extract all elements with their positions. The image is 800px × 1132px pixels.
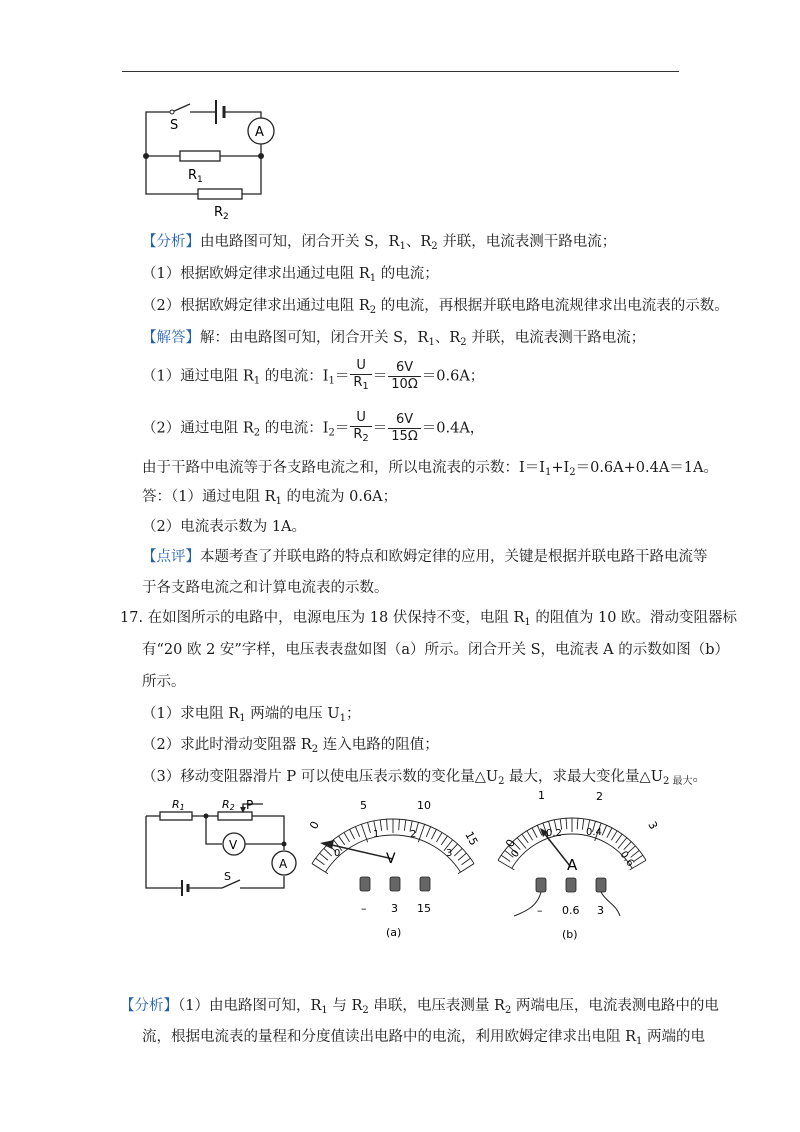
scale-tick [624, 842, 632, 850]
scale-tick [339, 836, 345, 845]
header-rule [122, 71, 679, 72]
scale-tick [404, 820, 405, 831]
solution-step-2: （2）通过电阻 $R_2$ 的电流：$I_2=$ $\frac{U}{R_2}$ ＝ $\frac{6V}{15\Omega}$ ＝0.4A， [142, 410, 484, 451]
c2-r2-label: R2 [222, 798, 235, 812]
v-inner-3: 3 [446, 848, 453, 859]
scale-tick [380, 820, 381, 831]
v-inner-2: 2 [410, 829, 417, 840]
analysis-line: 【分析】由电路图可知，闭合开关 S，$R_1$、$R_2$ 并联，电流表测干路电流； [142, 234, 617, 252]
fraction-6v-15ohm: $\frac{6V}{15\Omega}$ [388, 412, 420, 445]
scale-tick [501, 855, 510, 861]
v-terminal-neg: – [361, 902, 367, 915]
scale-tick [368, 822, 371, 833]
r1-label: $R_1$ [188, 168, 203, 185]
scale-tick [602, 825, 606, 835]
solution-step-1: （1）通过电阻 $R_1$ 的电流：$I_1=$ $\frac{U}{R_1}$ ＝ $\frac{6V}{10\Omega}$ ＝0.6A； [142, 358, 484, 399]
problem-17-line-1: 17. 在如图所示的电路中，电源电压为 18 伏保持不变，电阻 $R_1$ 的阻值为 10 欧。滑动变阻器标 [120, 610, 738, 628]
answer-line-2: （2）电流表示数为 1A。 [142, 519, 307, 535]
comment-line: 【点评】本题考查了并联电路的特点和欧姆定律的应用，关键是根据并联电路干路电流等 [142, 549, 708, 565]
fraction-6v-10ohm: $\frac{6V}{10\Omega}$ [388, 360, 420, 393]
caption-b: (b) [562, 928, 578, 941]
scale-tick [361, 824, 367, 842]
comment-line-2: 于各支路电流之和计算电流表的示数。 [142, 580, 389, 596]
v-outer-10: 10 [417, 799, 431, 812]
p17-analysis-line-2: 流，根据电流表的量程和分度值读出电路中的电流，利用欧姆定律求出电阻 $R_1$ 两端的电 [142, 1029, 706, 1047]
a-unit: A [567, 856, 578, 874]
voltmeter-needle [332, 845, 393, 859]
analysis-step-1: （1）根据欧姆定律求出通过电阻 $R_1$ 的电流； [142, 266, 439, 284]
scale-tick [522, 834, 528, 843]
a-inner-0-4: 0.4 [586, 827, 602, 838]
scale-tick [350, 829, 355, 839]
scale-tick [458, 864, 474, 874]
scale-tick [441, 836, 447, 845]
circuit-diagram-parallel [130, 92, 290, 222]
scale-tick [462, 858, 471, 865]
scale-tick [566, 818, 567, 829]
solution-step-3: 由于干路中电流等于各支路电流之和，所以电流表的示数：$I=I_1+I_2=0.6A+0.4A=1A$。 [142, 460, 719, 478]
a-outer-0: 0 [503, 837, 518, 850]
a-outer-2: 2 [596, 790, 603, 803]
p17-analysis-line-1: 【分析】（1）由电路图可知，$R_1$ 与 $R_2$ 串联，电压表测量 $R_2$ 两端电压，电流表测电路中的电 [120, 998, 719, 1016]
scale-tick [532, 828, 537, 838]
scale-tick [454, 848, 462, 856]
scale-tick [618, 838, 627, 849]
ammeter-dial [490, 786, 665, 946]
scale-tick [436, 832, 442, 841]
scale-tick [527, 831, 533, 840]
solution-line: 【解答】解：由电路图可知，闭合开关 S，$R_1$、$R_2$ 并联，电流表测干路电流； [142, 330, 646, 348]
scale-tick [577, 818, 578, 829]
scale-tick [344, 832, 350, 841]
question-1: （1）求电阻 $R_1$ 两端的电压 $U_1$； [142, 706, 361, 724]
slider-p-label: P [246, 798, 254, 812]
c2-ammeter-label: A [279, 857, 288, 871]
a-inner-0-6: 0.6 [617, 849, 636, 869]
a-inner-0-2: 0.2 [546, 828, 562, 839]
question-3: （3）移动变阻器滑片 P 可以使电压表示数的变化量$\triangle U_2$ 最大，求最大变化量$\triangle U_{2 最大}$。 [142, 769, 707, 787]
r2-label: $R_2$ [214, 205, 229, 222]
v-terminal-3: 3 [391, 902, 398, 915]
scale-tick [582, 819, 584, 830]
problem-17-line-2: 有“20 欧 2 安”字样，电压表表盘如图（a）所示。闭合开关 S，电流表 A 的示数如图（b） [142, 642, 729, 658]
fraction-u-r1: $\frac{U}{R_1}$ [350, 358, 371, 395]
scale-tick [458, 853, 466, 860]
c2-switch-label: S [224, 870, 231, 883]
analysis-tag: 【分析】 [142, 234, 200, 250]
circuit-diagram-series [138, 796, 298, 896]
scale-tick [616, 834, 622, 843]
scale-tick [517, 838, 526, 849]
a-terminal-0-6: 0.6 [562, 904, 580, 917]
scale-tick [324, 848, 332, 856]
scale-tick [320, 853, 328, 860]
answer-line-1: 答：（1）通过电阻 $R_1$ 的电流为 0.6A； [142, 489, 398, 507]
solution-tag: 【解答】 [142, 330, 200, 346]
scale-tick [611, 831, 617, 840]
comment-tag: 【点评】 [142, 549, 200, 565]
a-terminal-neg: – [537, 904, 543, 917]
a-terminal-3: 3 [597, 904, 604, 917]
v-outer-5: 5 [360, 799, 367, 812]
scale-tick [426, 827, 430, 837]
v-inner-0: 0 [334, 848, 341, 859]
scale-tick [431, 829, 436, 839]
scale-tick [316, 858, 325, 865]
c2-r1-label: R1 [172, 798, 185, 812]
scale-tick [418, 824, 424, 842]
voltmeter-label: V [229, 838, 238, 852]
voltmeter-dial [300, 790, 490, 945]
scale-tick [607, 828, 612, 838]
caption-a: (a) [386, 926, 402, 939]
analysis-step-2: （2）根据欧姆定律求出通过电阻 $R_2$ 的电流，再根据并联电路电流规律求出电流表的示数。 [142, 298, 729, 316]
v-inner-1: 1 [373, 829, 380, 840]
v-terminal-15: 15 [417, 902, 431, 915]
scale-tick [498, 860, 514, 870]
v-outer-15: 15 [462, 829, 481, 848]
p17-analysis-tag: 【分析】 [120, 998, 178, 1014]
ammeter-label: A [255, 125, 264, 140]
scale-tick [399, 819, 400, 830]
a-outer-1: 1 [538, 789, 545, 802]
v-outer-0: 0 [307, 819, 322, 832]
a-outer-3: 3 [645, 819, 661, 832]
question-2: （2）求此时滑动变阻器 $R_2$ 连入电路的阻值； [142, 737, 439, 755]
scale-tick [312, 864, 328, 874]
scale-tick [355, 827, 359, 837]
v-unit: V [386, 851, 396, 867]
a-inner-0: 0 [509, 848, 523, 860]
fraction-u-r2: $\frac{U}{R_2}$ [350, 410, 371, 447]
problem-17-line-3: 所示。 [142, 674, 186, 690]
scale-tick [387, 819, 388, 830]
switch-label: S [170, 118, 179, 133]
